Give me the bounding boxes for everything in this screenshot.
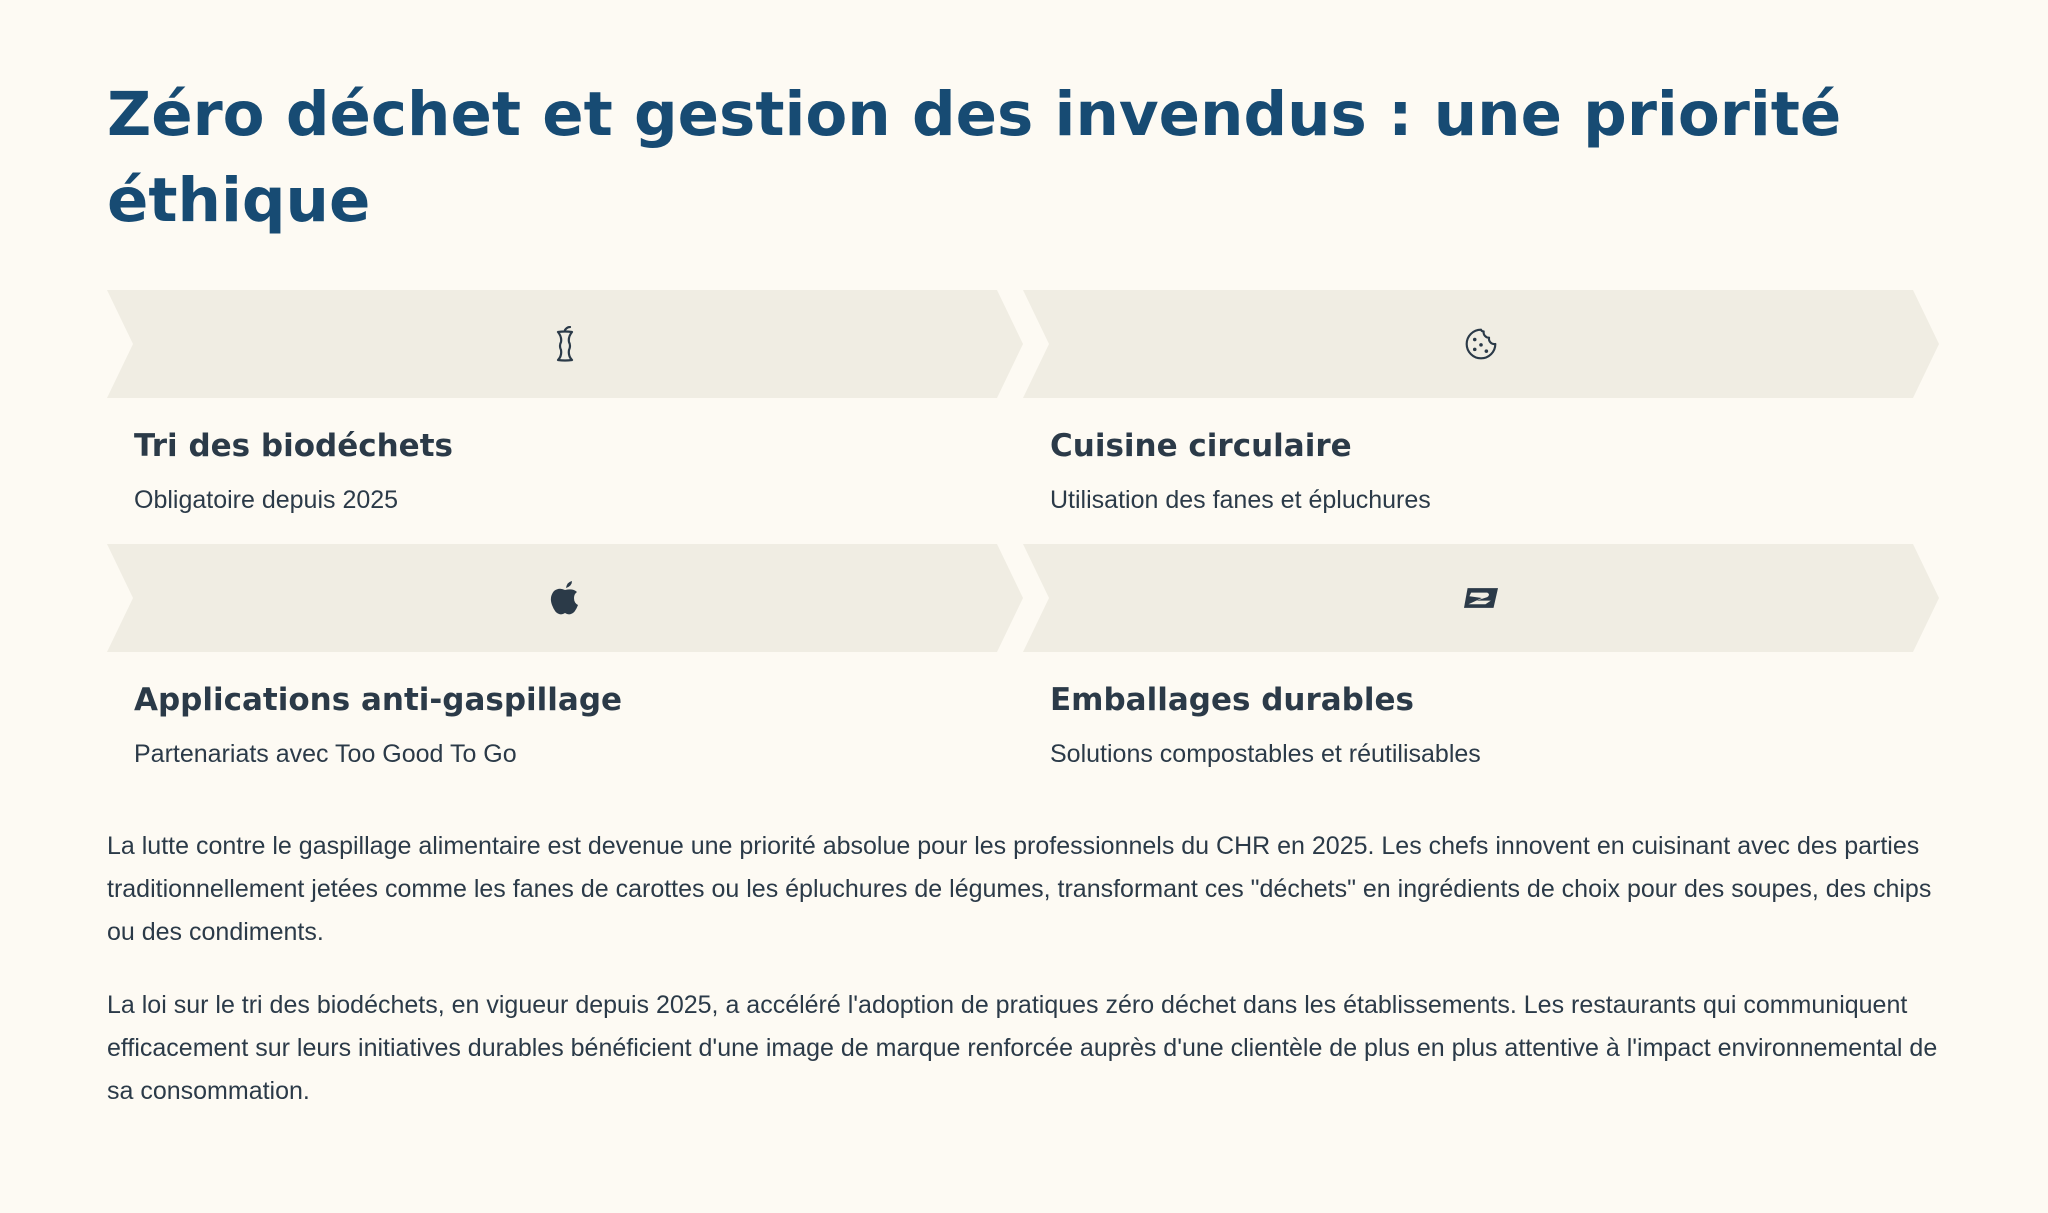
feature-card-emballages [1023,544,1939,770]
card-title: Tri des biodéchets [134,428,453,464]
chevron-banner [107,290,1023,398]
chevron-banner [1023,290,1939,398]
body-text [107,825,1947,1113]
paragraph: La lutte contre le gaspillage alimentaire est devenue une priorité absolue pour les professionnels du CHR en 2025. Les chefs innovent en cuisinant avec des parties traditionnellement jetées comme les fanes de carottes ou les épluchures de légumes, transformant ces "déchets" en ingrédients de choix pour des soupes, des chips ou des condiments. [107,832,1932,946]
chevron-banner [1023,544,1939,652]
apple-core-icon [548,327,582,361]
chevron-banner [107,544,1023,652]
eagle-mail-icon [1464,581,1498,615]
card-title: Cuisine circulaire [1050,428,1352,464]
page-title: Zéro déchet et gestion des invendus : une priorité éthique [107,79,1842,236]
card-title: Applications anti-gaspillage [134,682,623,718]
feature-grid [107,290,1941,770]
card-description: Utilisation des fanes et épluchures [1050,486,1431,514]
card-title: Emballages durables [1050,682,1414,718]
cookie-icon [1464,327,1498,361]
card-description: Obligatoire depuis 2025 [134,486,399,514]
card-description: Partenariats avec Too Good To Go [134,740,517,768]
feature-card-tri-biodechets [107,290,1023,516]
card-description: Solutions compostables et réutilisables [1050,740,1481,768]
feature-card-cuisine-circulaire [1023,290,1939,516]
feature-card-applications [107,544,1023,770]
apple-icon [548,581,582,615]
paragraph: La loi sur le tri des biodéchets, en vigueur depuis 2025, a accéléré l'adoption de pratiques zéro déchet dans les établissements. Les restaurants qui communiquent efficacement sur leurs initiatives durables bénéficient d'une image de marque renforcée auprès d'une clientèle de plus en plus attentive à l'impact environnemental de sa consommation. [107,991,1938,1105]
